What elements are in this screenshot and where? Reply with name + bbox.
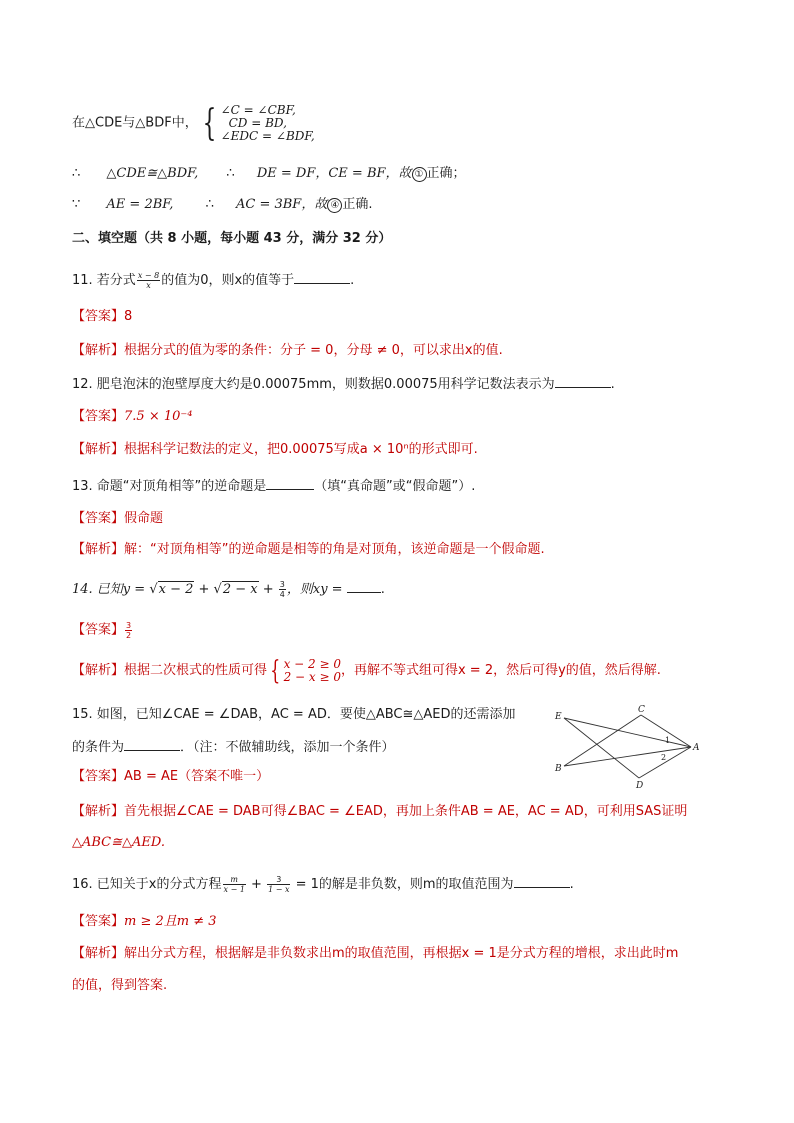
q12-answer	[72, 408, 192, 426]
because-symbol: ∵	[72, 197, 81, 212]
question-11	[72, 270, 354, 290]
q12-answer-value: 7.5 × 10⁻⁴	[124, 409, 193, 424]
q16-answer-value: m ≥ 2且m ≠ 3	[124, 914, 217, 929]
label-C: C	[638, 705, 645, 715]
q16-plus: +	[246, 877, 267, 892]
q13-text-a: 13. 命题“对顶角相等”的逆命题是	[72, 479, 267, 494]
segment-EA	[564, 718, 691, 747]
system-line-2: CD = BD,	[228, 116, 287, 130]
q15-text-c: ．（注：不做辅助线，添加一个条件）	[180, 740, 395, 755]
q15-text-a: 15. 如图，已知∠CAE = ∠DAB，AC = AD．要使△ABC≅△AED的还需添加	[72, 707, 516, 722]
q11-text-c: .	[350, 273, 355, 288]
analysis-tag: 【解析】	[72, 442, 125, 457]
sqrt-icon: √	[213, 582, 222, 597]
analysis-tag: 【解析】	[72, 663, 125, 678]
q13-answer	[72, 510, 163, 528]
question-16	[72, 874, 574, 894]
answer-tag: 【答案】	[72, 409, 125, 424]
segment-BA	[564, 747, 691, 766]
congruence-result: △CDE≅△BDF,	[106, 166, 199, 181]
q15-geometry-figure	[550, 703, 710, 793]
q13-analysis-text: 解：“对顶角相等”的逆命题是相等的角是对顶角，该逆命题是一个假命题.	[124, 542, 545, 557]
ac-relation: AC = 3BF，故	[235, 197, 328, 212]
q12-text-a: 12. 肥皂泡沫的泡壁厚度大约是0.00075mm，则数据0.00075用科学记数法表示为	[72, 377, 555, 392]
segment-DA	[639, 747, 691, 778]
question-15-line-1	[72, 706, 516, 724]
q11-answer-value: 8	[124, 309, 133, 324]
q16-f2-num: 3	[267, 875, 290, 885]
circled-one: ①	[412, 167, 427, 182]
q14-analysis-a: 根据二次根式的性质可得	[124, 663, 268, 678]
ae-relation: AE = 2BF,	[106, 197, 174, 212]
q16-fraction-2	[267, 875, 290, 894]
q14-answer-num: 3	[126, 621, 132, 630]
analysis-tag: 【解析】	[72, 343, 125, 358]
q14-inequality-system	[284, 658, 341, 684]
q14-text-c: .	[380, 582, 385, 597]
q15-analysis-a: 首先根据∠CAE = DAB可得∠BAC = ∠EAD，再加上条件AB = AE，AC = AD，可利用SAS证明	[124, 804, 688, 819]
q15-answer-blank[interactable]	[124, 737, 180, 751]
therefore-symbol: ∴	[72, 166, 81, 181]
angle-label-2: 2	[661, 753, 667, 762]
q15-analysis-2	[72, 834, 165, 852]
q14-answer-fraction	[125, 621, 132, 640]
q16-f1-num: m	[223, 875, 246, 885]
answer-tag: 【答案】	[72, 309, 125, 324]
q16-analysis-a: 解出分式方程，根据解是非负数求出m的取值范围，再根据x = 1是分式方程的增根，求出此时m	[124, 946, 679, 961]
answer-tag: 【答案】	[72, 914, 125, 929]
sqrt-icon: √	[149, 582, 158, 597]
q14-analysis-b: ，再解不等式组可得x = 2，然后可得y的值，然后得解.	[340, 663, 661, 678]
q16-f2-den: 1 − x	[268, 885, 290, 894]
q14-answer	[72, 621, 133, 640]
q13-answer-value: 假命题	[124, 511, 164, 526]
q11-frac-num: x − 8	[137, 271, 160, 280]
q16-answer-blank[interactable]	[514, 874, 570, 888]
system-line-3: ∠EDC = ∠BDF,	[220, 129, 315, 143]
analysis-tag: 【解析】	[72, 804, 125, 819]
q12-text-c: .	[610, 377, 615, 392]
q15-analysis-b: △ABC≅△AED.	[72, 835, 165, 850]
q16-text-c: .	[569, 877, 574, 892]
q16-text-b: = 1的解是非负数，则m的取值范围为	[291, 877, 514, 892]
q14-answer-den: 2	[126, 631, 132, 640]
q11-frac-den: x	[146, 281, 151, 290]
q14-plus-2: +	[258, 582, 278, 597]
answer-tag: 【答案】	[72, 769, 125, 784]
q12-answer-blank[interactable]	[555, 374, 611, 388]
question-12	[72, 374, 615, 394]
q13-analysis	[72, 541, 545, 559]
analysis-tag: 【解析】	[72, 946, 125, 961]
correct-4: 正确.	[342, 197, 373, 212]
circled-four: ④	[327, 198, 342, 213]
angle-label-1: 1	[665, 736, 671, 745]
left-brace-icon: {	[270, 656, 281, 686]
q16-analysis-1	[72, 945, 678, 963]
q15-answer	[72, 768, 269, 786]
q16-text-a: 16. 已知关于x的分式方程	[72, 877, 222, 892]
q15-analysis-1	[72, 803, 687, 821]
q16-analysis-b: 的值，得到答案.	[72, 978, 168, 993]
question-15-line-2	[72, 737, 395, 757]
q14-frac-den: 4	[279, 590, 285, 599]
equation-system	[221, 104, 315, 143]
system-line-1: ∠C = ∠CBF,	[220, 103, 296, 117]
q11-answer-blank[interactable]	[294, 270, 350, 284]
answer-tag: 【答案】	[72, 622, 125, 638]
q11-text-b: 的值为0，则x的值等于	[161, 273, 295, 288]
equal-sides: DE = DF，CE = BF，故	[256, 166, 412, 181]
q14-sqrt-2: 2 − x	[222, 582, 258, 597]
q16-analysis-2	[72, 977, 167, 995]
question-13	[72, 476, 475, 496]
section-title: 二、填空题（共 8 小题，每小题 43 分，满分 32 分）	[72, 231, 392, 246]
correct-1: 正确；	[426, 166, 466, 181]
q16-answer	[72, 913, 217, 931]
q14-plus-1: +	[194, 582, 214, 597]
therefore-symbol-2: ∴	[226, 166, 235, 181]
segment-CB	[564, 715, 641, 766]
q15-text-b: 的条件为	[72, 740, 125, 755]
question-14	[72, 579, 385, 599]
q16-f1-den: x − 1	[223, 885, 245, 894]
q16-fraction-1	[223, 875, 246, 894]
proof-conclusion-line	[72, 165, 466, 183]
label-E: E	[555, 712, 562, 722]
q15-answer-value: AB = AE（答案不唯一）	[124, 769, 270, 784]
left-brace-icon: {	[202, 102, 217, 144]
label-B: B	[555, 764, 562, 774]
q14-ineq-2: 2 − x ≥ 0	[283, 670, 341, 684]
q14-ineq-1: x − 2 ≥ 0	[283, 657, 341, 671]
analysis-tag: 【解析】	[72, 542, 125, 557]
q14-text-a: 14. 已知y =	[72, 582, 150, 597]
q12-analysis	[72, 441, 478, 459]
label-D: D	[636, 781, 644, 791]
q11-analysis-text: 根据分式的值为零的条件：分子 = 0，分母 ≠ 0，可以求出x的值.	[124, 343, 503, 358]
q11-text-a: 11. 若分式	[72, 273, 136, 288]
q14-frac-num: 3	[279, 580, 285, 589]
q14-sqrt-1: x − 2	[158, 582, 194, 597]
q12-analysis-text: 根据科学记数法的定义，把0.00075写成a × 10ⁿ的形式即可.	[124, 442, 478, 457]
proof-congruence-statement	[72, 104, 315, 143]
q14-fraction	[279, 580, 286, 599]
q14-analysis	[72, 658, 661, 684]
therefore-symbol-3: ∴	[205, 197, 214, 212]
q11-analysis	[72, 342, 503, 360]
q13-text-c: （填“真命题”或“假命题”）.	[314, 479, 476, 494]
q14-text-b: ，则xy =	[286, 582, 347, 597]
proof-because-line	[72, 196, 372, 214]
label-A: A	[693, 743, 700, 753]
answer-tag: 【答案】	[72, 511, 125, 526]
q11-answer	[72, 308, 132, 326]
q11-fraction	[137, 271, 160, 290]
q14-answer-blank[interactable]	[347, 579, 381, 593]
proof-intro: 在△CDE与△BDF中，	[72, 115, 198, 131]
q13-answer-blank[interactable]	[266, 476, 314, 490]
